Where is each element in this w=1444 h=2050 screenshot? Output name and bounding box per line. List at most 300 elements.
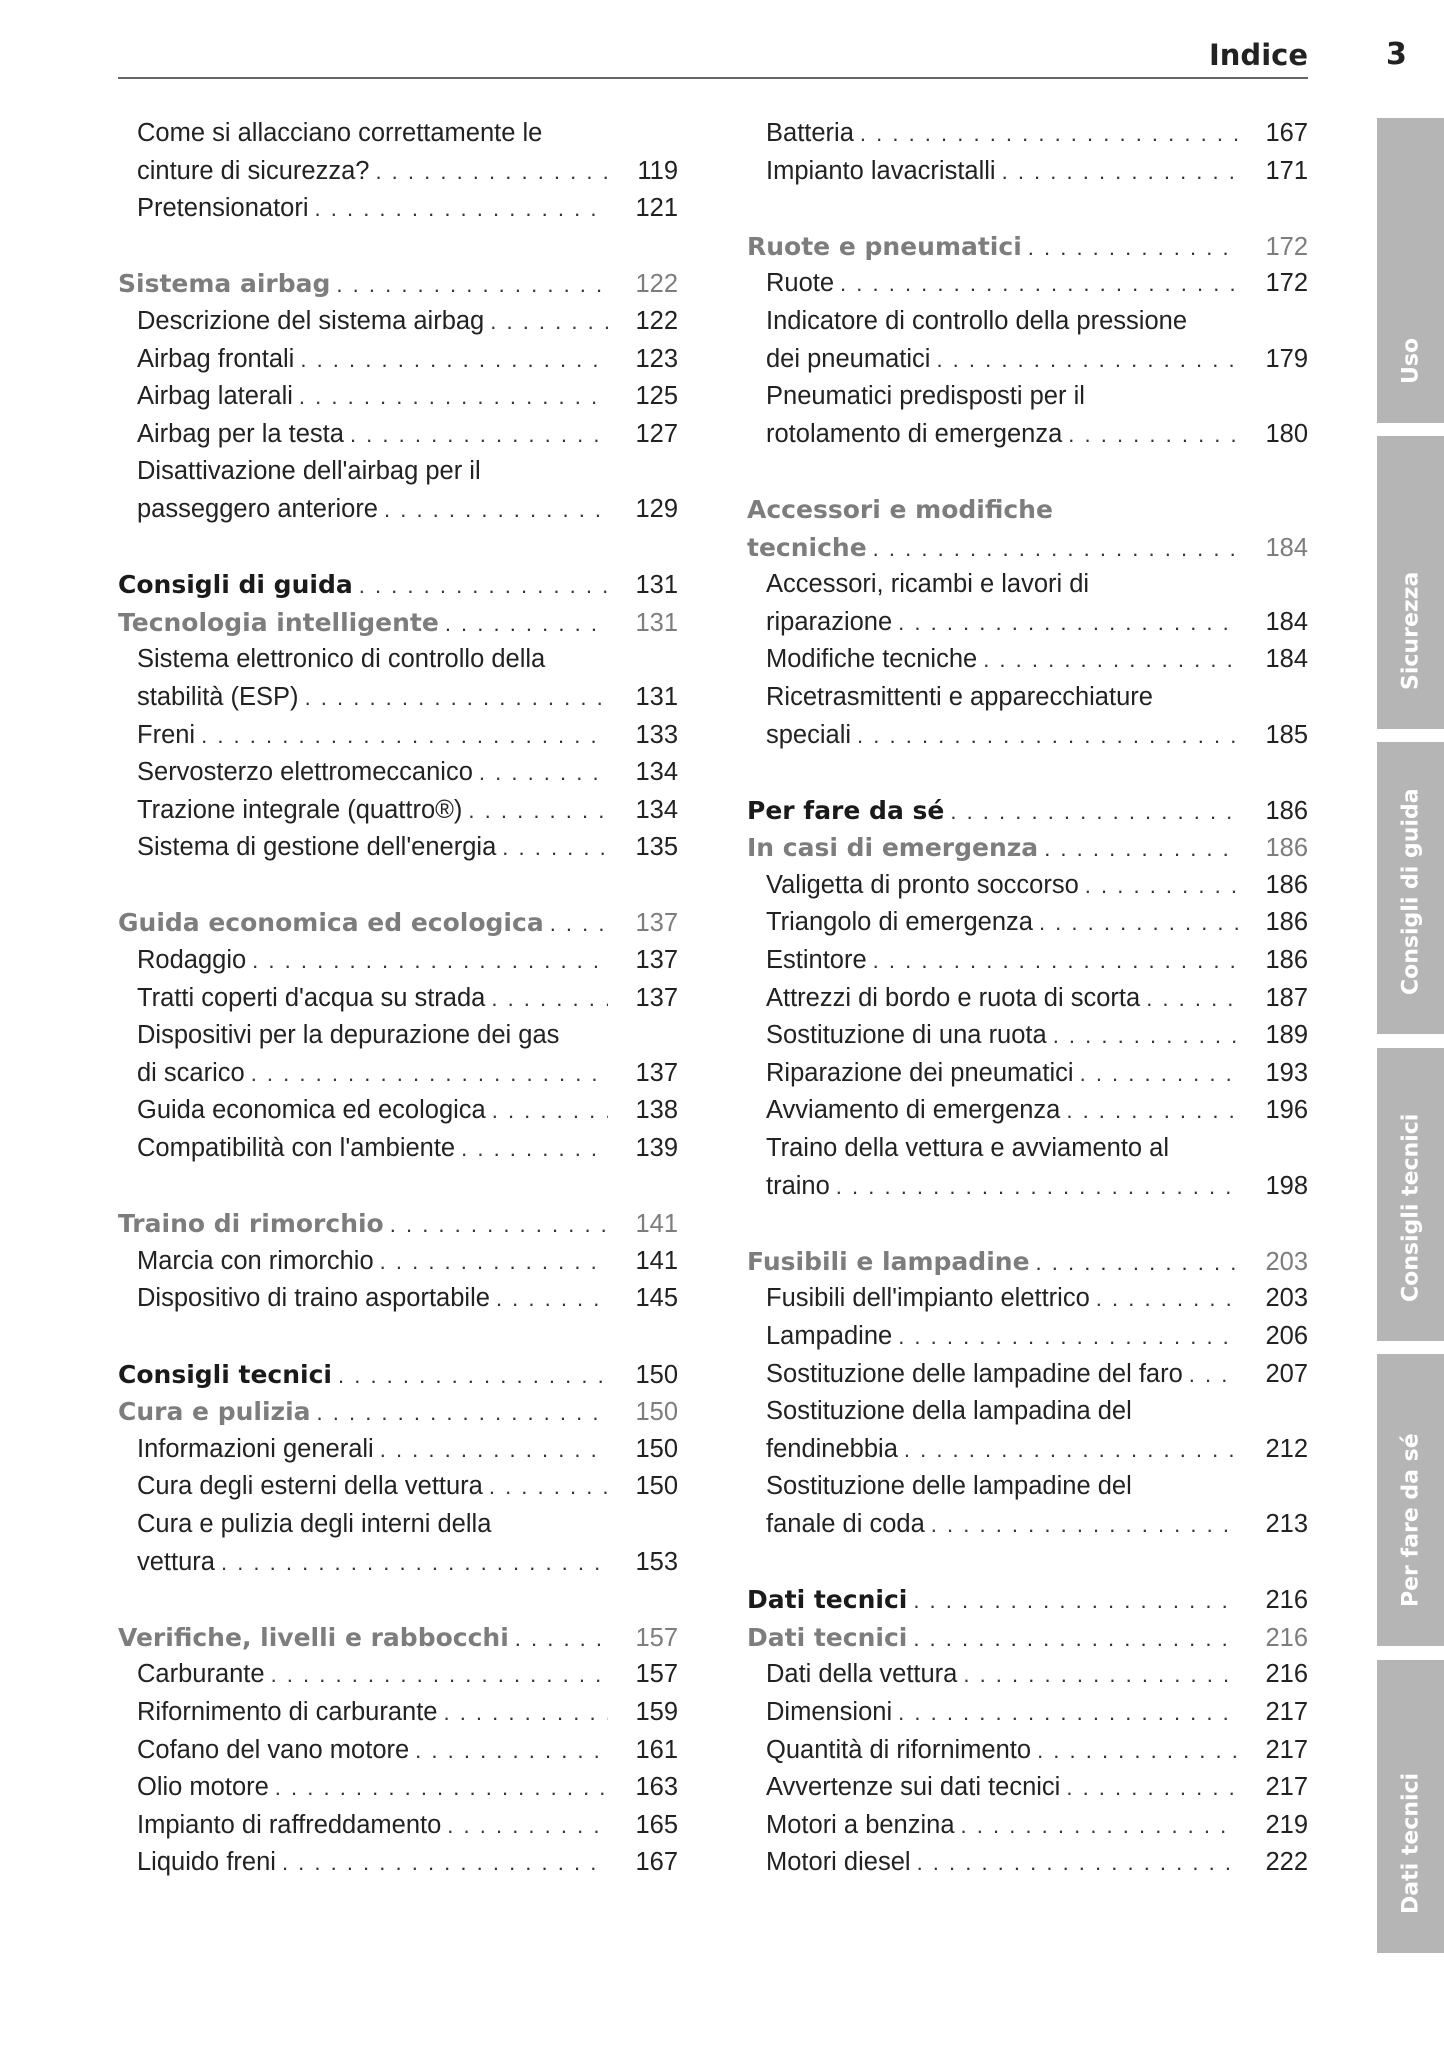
toc-heading[interactable]	[118, 904, 678, 942]
toc-page-number: 212	[1265, 1434, 1308, 1463]
toc-entry[interactable]	[747, 1807, 1308, 1845]
toc-entry[interactable]	[747, 1732, 1308, 1770]
dot-leader	[873, 942, 1238, 980]
toc-heading[interactable]	[747, 1581, 1308, 1619]
dot-leader	[390, 1206, 608, 1244]
dot-leader	[904, 1431, 1238, 1469]
toc-entry[interactable]	[118, 190, 678, 228]
tab-label: Consigli tecnici	[1398, 1113, 1423, 1302]
toc-entry-title: Carburante	[137, 1660, 265, 1689]
toc-page-number: 131	[635, 608, 678, 637]
dot-leader	[857, 717, 1238, 755]
toc-entry[interactable]	[118, 792, 678, 830]
dot-leader	[1189, 1356, 1238, 1394]
dot-leader	[1080, 1055, 1238, 1093]
toc-entry-title: Riparazione dei pneumatici	[766, 1058, 1074, 1087]
toc-entry-title: Dati tecnici	[747, 1585, 908, 1615]
dot-leader	[447, 1807, 608, 1845]
dot-leader	[359, 567, 608, 605]
toc-page-number: 131	[635, 682, 678, 711]
toc-entry[interactable]	[747, 1168, 1308, 1206]
toc-entry-title: riparazione	[766, 607, 893, 636]
tab-per-fare-da-se[interactable]	[1377, 1354, 1444, 1646]
toc-entry[interactable]	[118, 1243, 678, 1281]
dot-leader	[961, 1807, 1238, 1845]
toc-page-number: 186	[1265, 908, 1308, 937]
spacer	[118, 1581, 678, 1619]
dot-leader	[1085, 867, 1238, 905]
toc-entry-title: Rifornimento di carburante	[137, 1697, 438, 1726]
toc-entry-title: Accessori, ricambi e lavori di	[766, 570, 1090, 599]
toc-page-number: 137	[635, 946, 678, 975]
dot-leader	[836, 1168, 1238, 1206]
toc-entry[interactable]	[747, 1656, 1308, 1694]
toc-entry-title: Impianto di raffreddamento	[137, 1810, 442, 1839]
dot-leader	[384, 491, 608, 529]
toc-entry-title: cinture di sicurezza?	[137, 156, 370, 185]
toc-entry-title: Quantità di rifornimento	[766, 1735, 1032, 1764]
toc-entry-title: Estintore	[766, 946, 867, 975]
toc-page-number: 184	[1265, 645, 1308, 674]
toc-entry[interactable]	[747, 1055, 1308, 1093]
toc-entry[interactable]	[747, 566, 1308, 604]
toc-entry-title: Guida economica ed ecologica	[137, 1096, 486, 1125]
toc-entry-title: Valigetta di pronto soccorso	[766, 870, 1079, 899]
toc-entry[interactable]	[747, 1356, 1308, 1394]
toc-heading[interactable]	[118, 566, 678, 604]
toc-entry-title: Batteria	[766, 119, 854, 147]
toc-entry-title: In casi di emergenza	[747, 833, 1039, 863]
toc-entry-title: Come si allacciano correttamente le	[137, 119, 543, 147]
dot-leader	[931, 1506, 1238, 1544]
dot-leader	[963, 1656, 1238, 1694]
toc-page-number: 125	[635, 382, 678, 411]
toc-entry-title: Airbag laterali	[137, 382, 293, 411]
dot-leader	[515, 1620, 608, 1658]
spacer	[118, 1168, 678, 1206]
toc-entry[interactable]	[747, 641, 1308, 679]
dot-leader	[550, 905, 608, 943]
toc-entry-title: Trazione integrale (quattro®)	[137, 795, 463, 824]
toc-entry[interactable]	[118, 416, 678, 454]
toc-entry-title: Airbag per la testa	[137, 419, 344, 448]
toc-entry-title: Impianto lavacristalli	[766, 156, 996, 185]
toc-page-number: 139	[635, 1134, 678, 1163]
toc-entry-title: Rodaggio	[137, 946, 247, 975]
toc-entry-title: Liquido freni	[137, 1848, 276, 1877]
toc-entry[interactable]	[118, 1769, 678, 1807]
toc-entry[interactable]	[747, 1694, 1308, 1732]
toc-page-number: 135	[635, 833, 678, 862]
dot-leader	[375, 153, 608, 191]
toc-entry[interactable]	[118, 1017, 678, 1055]
toc-page-number: 216	[1265, 1586, 1308, 1615]
toc-entry[interactable]	[118, 1280, 678, 1318]
dot-leader	[936, 341, 1238, 379]
toc-page-number: 184	[1265, 607, 1308, 636]
toc-entry-title: vettura	[137, 1547, 215, 1576]
dot-leader	[491, 980, 608, 1018]
dot-leader	[282, 1844, 608, 1882]
toc-entry-title: Informazioni generali	[137, 1434, 374, 1463]
toc-entry-title: Dispositivo di traino asportabile	[137, 1284, 490, 1313]
toc-entry-title: Olio motore	[137, 1773, 269, 1802]
tab-consigli-di-guida[interactable]	[1377, 742, 1444, 1034]
toc-entry[interactable]	[118, 115, 678, 153]
dot-leader	[445, 605, 608, 643]
toc-entry[interactable]	[118, 717, 678, 755]
toc-heading[interactable]	[118, 1205, 678, 1243]
toc-entry[interactable]	[118, 1544, 678, 1582]
toc-entry[interactable]	[747, 1769, 1308, 1807]
toc-page-number: 203	[1265, 1284, 1308, 1313]
dot-leader	[1066, 1092, 1238, 1130]
toc-entry[interactable]	[747, 303, 1308, 341]
toc-entry-title: Attrezzi di bordo e ruota di scorta	[766, 983, 1141, 1012]
toc-page-number: 131	[635, 571, 678, 600]
toc-entry-title: Servosterzo elettromeccanico	[137, 758, 473, 787]
dot-leader	[496, 1280, 608, 1318]
toc-page-number: 206	[1265, 1322, 1308, 1350]
toc-page-number: 137	[635, 983, 678, 1012]
dot-leader	[201, 717, 608, 755]
toc-page-number: 121	[635, 194, 678, 223]
dot-leader	[1146, 980, 1238, 1018]
dot-leader	[350, 416, 608, 454]
toc-entry[interactable]	[747, 942, 1308, 980]
dot-leader	[1066, 1769, 1238, 1807]
toc-entry-title: di scarico	[137, 1058, 245, 1087]
toc-entry[interactable]	[747, 1318, 1308, 1356]
toc-heading[interactable]	[118, 1356, 678, 1394]
toc-page-number: 141	[635, 1210, 678, 1239]
toc-page-number: 203	[1265, 1247, 1308, 1276]
toc-entry[interactable]	[747, 378, 1308, 416]
spacer	[747, 1205, 1308, 1243]
dot-leader	[336, 266, 608, 304]
dot-leader	[502, 829, 608, 867]
toc-page-number: 123	[635, 344, 678, 373]
toc-entry-title: Sostituzione delle lampadine del	[766, 1472, 1132, 1501]
toc-entry[interactable]	[118, 1130, 678, 1168]
toc-heading[interactable]	[747, 1619, 1308, 1657]
toc-entry-title: Ruote	[766, 269, 835, 298]
toc-heading[interactable]	[747, 792, 1308, 830]
toc-page-number: 150	[635, 1472, 678, 1501]
toc-page-number: 185	[1265, 720, 1308, 749]
toc-entry[interactable]	[747, 1506, 1308, 1544]
dot-leader	[490, 303, 608, 341]
toc-heading[interactable]	[118, 604, 678, 642]
toc-page-number: 193	[1265, 1058, 1308, 1087]
toc-entry[interactable]	[118, 303, 678, 341]
toc-entry-title: Triangolo di emergenza	[766, 908, 1033, 937]
dot-leader	[271, 1656, 608, 1694]
toc-entry[interactable]	[118, 829, 678, 867]
toc-entry-title: Sostituzione di una ruota	[766, 1021, 1047, 1050]
toc-entry-title: Pretensionatori	[137, 194, 309, 223]
toc-entry-title: fanale di coda	[766, 1509, 925, 1538]
toc-heading[interactable]	[747, 491, 1308, 529]
toc-page-number: 171	[1265, 156, 1308, 185]
toc-page-number: 159	[635, 1697, 678, 1726]
toc-page-number: 216	[1265, 1623, 1308, 1652]
toc-entry-title: Dati della vettura	[766, 1660, 958, 1689]
toc-entry-title: tecniche	[747, 532, 867, 562]
toc-entry[interactable]	[118, 942, 678, 980]
toc-entry[interactable]	[118, 1055, 678, 1093]
dot-leader	[380, 1243, 608, 1281]
toc-entry[interactable]	[118, 1844, 678, 1882]
toc-entry[interactable]	[747, 1017, 1308, 1055]
toc-page-number: 198	[1265, 1171, 1308, 1200]
toc-entry[interactable]	[118, 1468, 678, 1506]
toc-entry[interactable]	[747, 867, 1308, 905]
toc-entry-title: Cura degli esterni della vettura	[137, 1472, 483, 1501]
dot-leader	[898, 1694, 1238, 1732]
toc-entry-title: Avviamento di emergenza	[766, 1096, 1061, 1125]
dot-leader	[840, 265, 1238, 303]
toc-entry[interactable]	[747, 980, 1308, 1018]
tab-label: Uso	[1398, 337, 1423, 384]
toc-page-number: 134	[635, 795, 678, 824]
dot-leader	[252, 942, 608, 980]
toc-heading[interactable]	[747, 1243, 1308, 1281]
section-title: Indice	[1209, 38, 1308, 72]
toc-entry-title: rotolamento di emergenza	[766, 419, 1063, 448]
toc-entry-title: fendinebbia	[766, 1434, 898, 1463]
dot-leader	[1039, 904, 1238, 942]
toc-entry[interactable]	[747, 904, 1308, 942]
page-number: 3	[1386, 37, 1407, 72]
toc-entry-title: Fusibili e lampadine	[747, 1246, 1030, 1276]
toc-entry-title: Sistema airbag	[118, 269, 331, 299]
toc-entry[interactable]	[747, 1431, 1308, 1469]
toc-entry[interactable]	[747, 1844, 1308, 1882]
toc-entry-title: Traino di rimorchio	[118, 1209, 384, 1239]
toc-page-number: 180	[1265, 419, 1308, 448]
toc-entry-title: Dimensioni	[766, 1697, 893, 1726]
toc-entry[interactable]	[747, 1280, 1308, 1318]
toc-page-number: 137	[635, 1058, 678, 1087]
toc-page-number: 165	[635, 1810, 678, 1839]
toc-entry[interactable]	[118, 1431, 678, 1469]
spacer	[118, 529, 678, 567]
toc-entry[interactable]	[118, 1807, 678, 1845]
toc-entry-title: Accessori e modifiche	[747, 494, 1053, 524]
dot-leader	[1037, 1732, 1238, 1770]
toc-page-number: 184	[1265, 533, 1308, 562]
toc-entry-title: Tratti coperti d'acqua su strada	[137, 983, 486, 1012]
toc-entry-title: Ruote e pneumatici	[747, 231, 1022, 261]
toc-entry-title: Cofano del vano motore	[137, 1735, 410, 1764]
toc-entry[interactable]	[118, 679, 678, 717]
spacer	[747, 754, 1308, 792]
dot-leader	[983, 641, 1238, 679]
toc-page-number: 129	[635, 494, 678, 523]
dot-leader	[461, 1130, 608, 1168]
dot-leader	[479, 754, 608, 792]
toc-entry[interactable]	[747, 115, 1308, 153]
toc-entry[interactable]	[118, 1092, 678, 1130]
toc-entry[interactable]	[118, 641, 678, 679]
toc-entry[interactable]	[118, 1656, 678, 1694]
toc-entry-title: Traino della vettura e avviamento al	[766, 1134, 1170, 1163]
toc-entry-title: speciali	[766, 720, 852, 749]
toc-page-number: 217	[1265, 1773, 1308, 1802]
toc-page-number: 119	[637, 156, 678, 185]
toc-entry[interactable]	[118, 1694, 678, 1732]
dot-leader	[913, 1620, 1238, 1658]
toc-page-number: 138	[635, 1096, 678, 1125]
toc-entry[interactable]	[118, 1732, 678, 1770]
toc-entry-title: Verifiche, livelli e rabbocchi	[118, 1622, 509, 1652]
dot-leader	[299, 378, 608, 416]
dot-leader	[1028, 229, 1238, 267]
toc-page-number: 207	[1265, 1359, 1308, 1388]
toc-entry-title: Indicatore di controllo della pressione	[766, 306, 1187, 335]
toc-entry-title: Pneumatici predisposti per il	[766, 382, 1085, 411]
toc-entry-title: Sistema elettronico di controllo della	[137, 645, 546, 674]
toc-page-number: 167	[1265, 119, 1308, 147]
dot-leader	[1053, 1017, 1238, 1055]
toc-entry-title: Marcia con rimorchio	[137, 1246, 374, 1275]
toc-entry-title: Cura e pulizia	[118, 1397, 311, 1427]
dot-leader	[1036, 1244, 1238, 1282]
toc-page-number: 161	[635, 1735, 678, 1764]
spacer	[747, 1544, 1308, 1582]
toc-page-number: 196	[1265, 1096, 1308, 1125]
dot-leader	[305, 679, 608, 717]
toc-page-number: 150	[635, 1434, 678, 1463]
toc-page-number: 157	[635, 1660, 678, 1689]
toc-entry-title: Consigli tecnici	[118, 1359, 332, 1389]
toc-page-number: 167	[635, 1848, 678, 1877]
toc-entry[interactable]	[747, 604, 1308, 642]
toc-entry-title: Sostituzione della lampadina del	[766, 1397, 1132, 1426]
toc-entry-title: dei pneumatici	[766, 344, 931, 373]
toc-page-number: 179	[1265, 344, 1308, 373]
toc-page-number: 122	[635, 270, 678, 299]
toc-page-number: 172	[1265, 269, 1308, 298]
toc-entry[interactable]	[747, 265, 1308, 303]
toc-page-number: 145	[635, 1284, 678, 1313]
toc-entry-title: Ricetrasmittenti e apparecchiature	[766, 682, 1153, 711]
spacer	[747, 453, 1308, 491]
dot-leader	[950, 793, 1238, 831]
dot-leader	[415, 1732, 608, 1770]
toc-entry[interactable]	[118, 754, 678, 792]
dot-leader	[917, 1844, 1238, 1882]
toc-page-number: 134	[635, 758, 678, 787]
toc-page-number: 163	[635, 1773, 678, 1802]
tab-consigli-tecnici[interactable]	[1377, 1048, 1444, 1341]
dot-leader	[251, 1055, 608, 1093]
dot-leader	[489, 1468, 608, 1506]
toc-entry-title: Freni	[137, 720, 196, 749]
dot-leader	[1044, 830, 1238, 868]
toc-entry[interactable]	[118, 378, 678, 416]
toc-entry[interactable]	[118, 491, 678, 529]
spacer	[118, 867, 678, 905]
dot-leader	[221, 1544, 608, 1582]
dot-leader	[468, 792, 608, 830]
toc-heading[interactable]	[747, 529, 1308, 567]
tab-uso[interactable]	[1377, 118, 1444, 423]
toc-page-number: 213	[1265, 1509, 1308, 1538]
toc-right-column	[747, 115, 1308, 1882]
toc-page-number: 172	[1265, 232, 1308, 261]
toc-entry-title: Sistema di gestione dell'energia	[137, 833, 497, 862]
tab-sicurezza[interactable]	[1377, 436, 1444, 729]
toc-entry-title: Consigli di guida	[118, 570, 353, 600]
toc-left-column	[118, 115, 678, 1882]
toc-page-number: 150	[635, 1398, 678, 1427]
toc-page-number: 216	[1265, 1660, 1308, 1689]
toc-page-number: 189	[1265, 1021, 1308, 1050]
toc-page-number: 153	[635, 1547, 678, 1576]
dot-leader	[443, 1694, 608, 1732]
toc-entry[interactable]	[747, 717, 1308, 755]
dot-leader	[913, 1582, 1238, 1620]
tab-dati-tecnici[interactable]	[1377, 1660, 1444, 1953]
toc-entry-title: Cura e pulizia degli interni della	[137, 1509, 492, 1538]
toc-entry[interactable]	[747, 153, 1308, 191]
dot-leader	[492, 1092, 608, 1130]
toc-heading[interactable]	[747, 228, 1308, 266]
toc-entry-title: Guida economica ed ecologica	[118, 908, 544, 938]
toc-entry[interactable]	[747, 1393, 1308, 1431]
toc-entry-title: stabilità (ESP)	[137, 682, 299, 711]
toc-heading[interactable]	[118, 1393, 678, 1431]
toc-page-number: 217	[1265, 1735, 1308, 1764]
toc-entry[interactable]	[118, 453, 678, 491]
toc-page-number: 217	[1265, 1697, 1308, 1726]
toc-entry[interactable]	[747, 679, 1308, 717]
dot-leader	[317, 1394, 608, 1432]
toc-entry[interactable]	[747, 1130, 1308, 1168]
dot-leader	[275, 1769, 608, 1807]
toc-entry[interactable]	[118, 341, 678, 379]
toc-heading[interactable]	[118, 1619, 678, 1657]
toc-entry-title: Descrizione del sistema airbag	[137, 306, 485, 335]
dot-leader	[380, 1431, 608, 1469]
tab-label: Per fare da sé	[1398, 1433, 1423, 1607]
toc-entry[interactable]	[747, 416, 1308, 454]
dot-leader	[338, 1357, 608, 1395]
toc-heading[interactable]	[118, 265, 678, 303]
toc-entry-title: Avvertenze sui dati tecnici	[766, 1773, 1061, 1802]
dot-leader	[898, 1318, 1238, 1356]
toc-heading[interactable]	[747, 829, 1308, 867]
toc-entry[interactable]	[118, 980, 678, 1018]
toc-entry[interactable]	[747, 1468, 1308, 1506]
toc-entry-title: Dati tecnici	[747, 1622, 908, 1652]
toc-page-number: 186	[1265, 834, 1308, 863]
dot-leader	[1096, 1280, 1238, 1318]
toc-entry-title: Fusibili dell'impianto elettrico	[766, 1284, 1090, 1313]
toc-entry[interactable]	[118, 153, 678, 191]
toc-page-number: 187	[1265, 983, 1308, 1012]
toc-page-number: 186	[1265, 946, 1308, 975]
toc-entry[interactable]	[747, 341, 1308, 379]
toc-page-number: 141	[635, 1246, 678, 1275]
toc-page-number: 186	[1265, 870, 1308, 899]
toc-entry[interactable]	[118, 1506, 678, 1544]
toc-page-number: 219	[1265, 1810, 1308, 1839]
toc-entry[interactable]	[747, 1092, 1308, 1130]
spacer	[747, 190, 1308, 228]
